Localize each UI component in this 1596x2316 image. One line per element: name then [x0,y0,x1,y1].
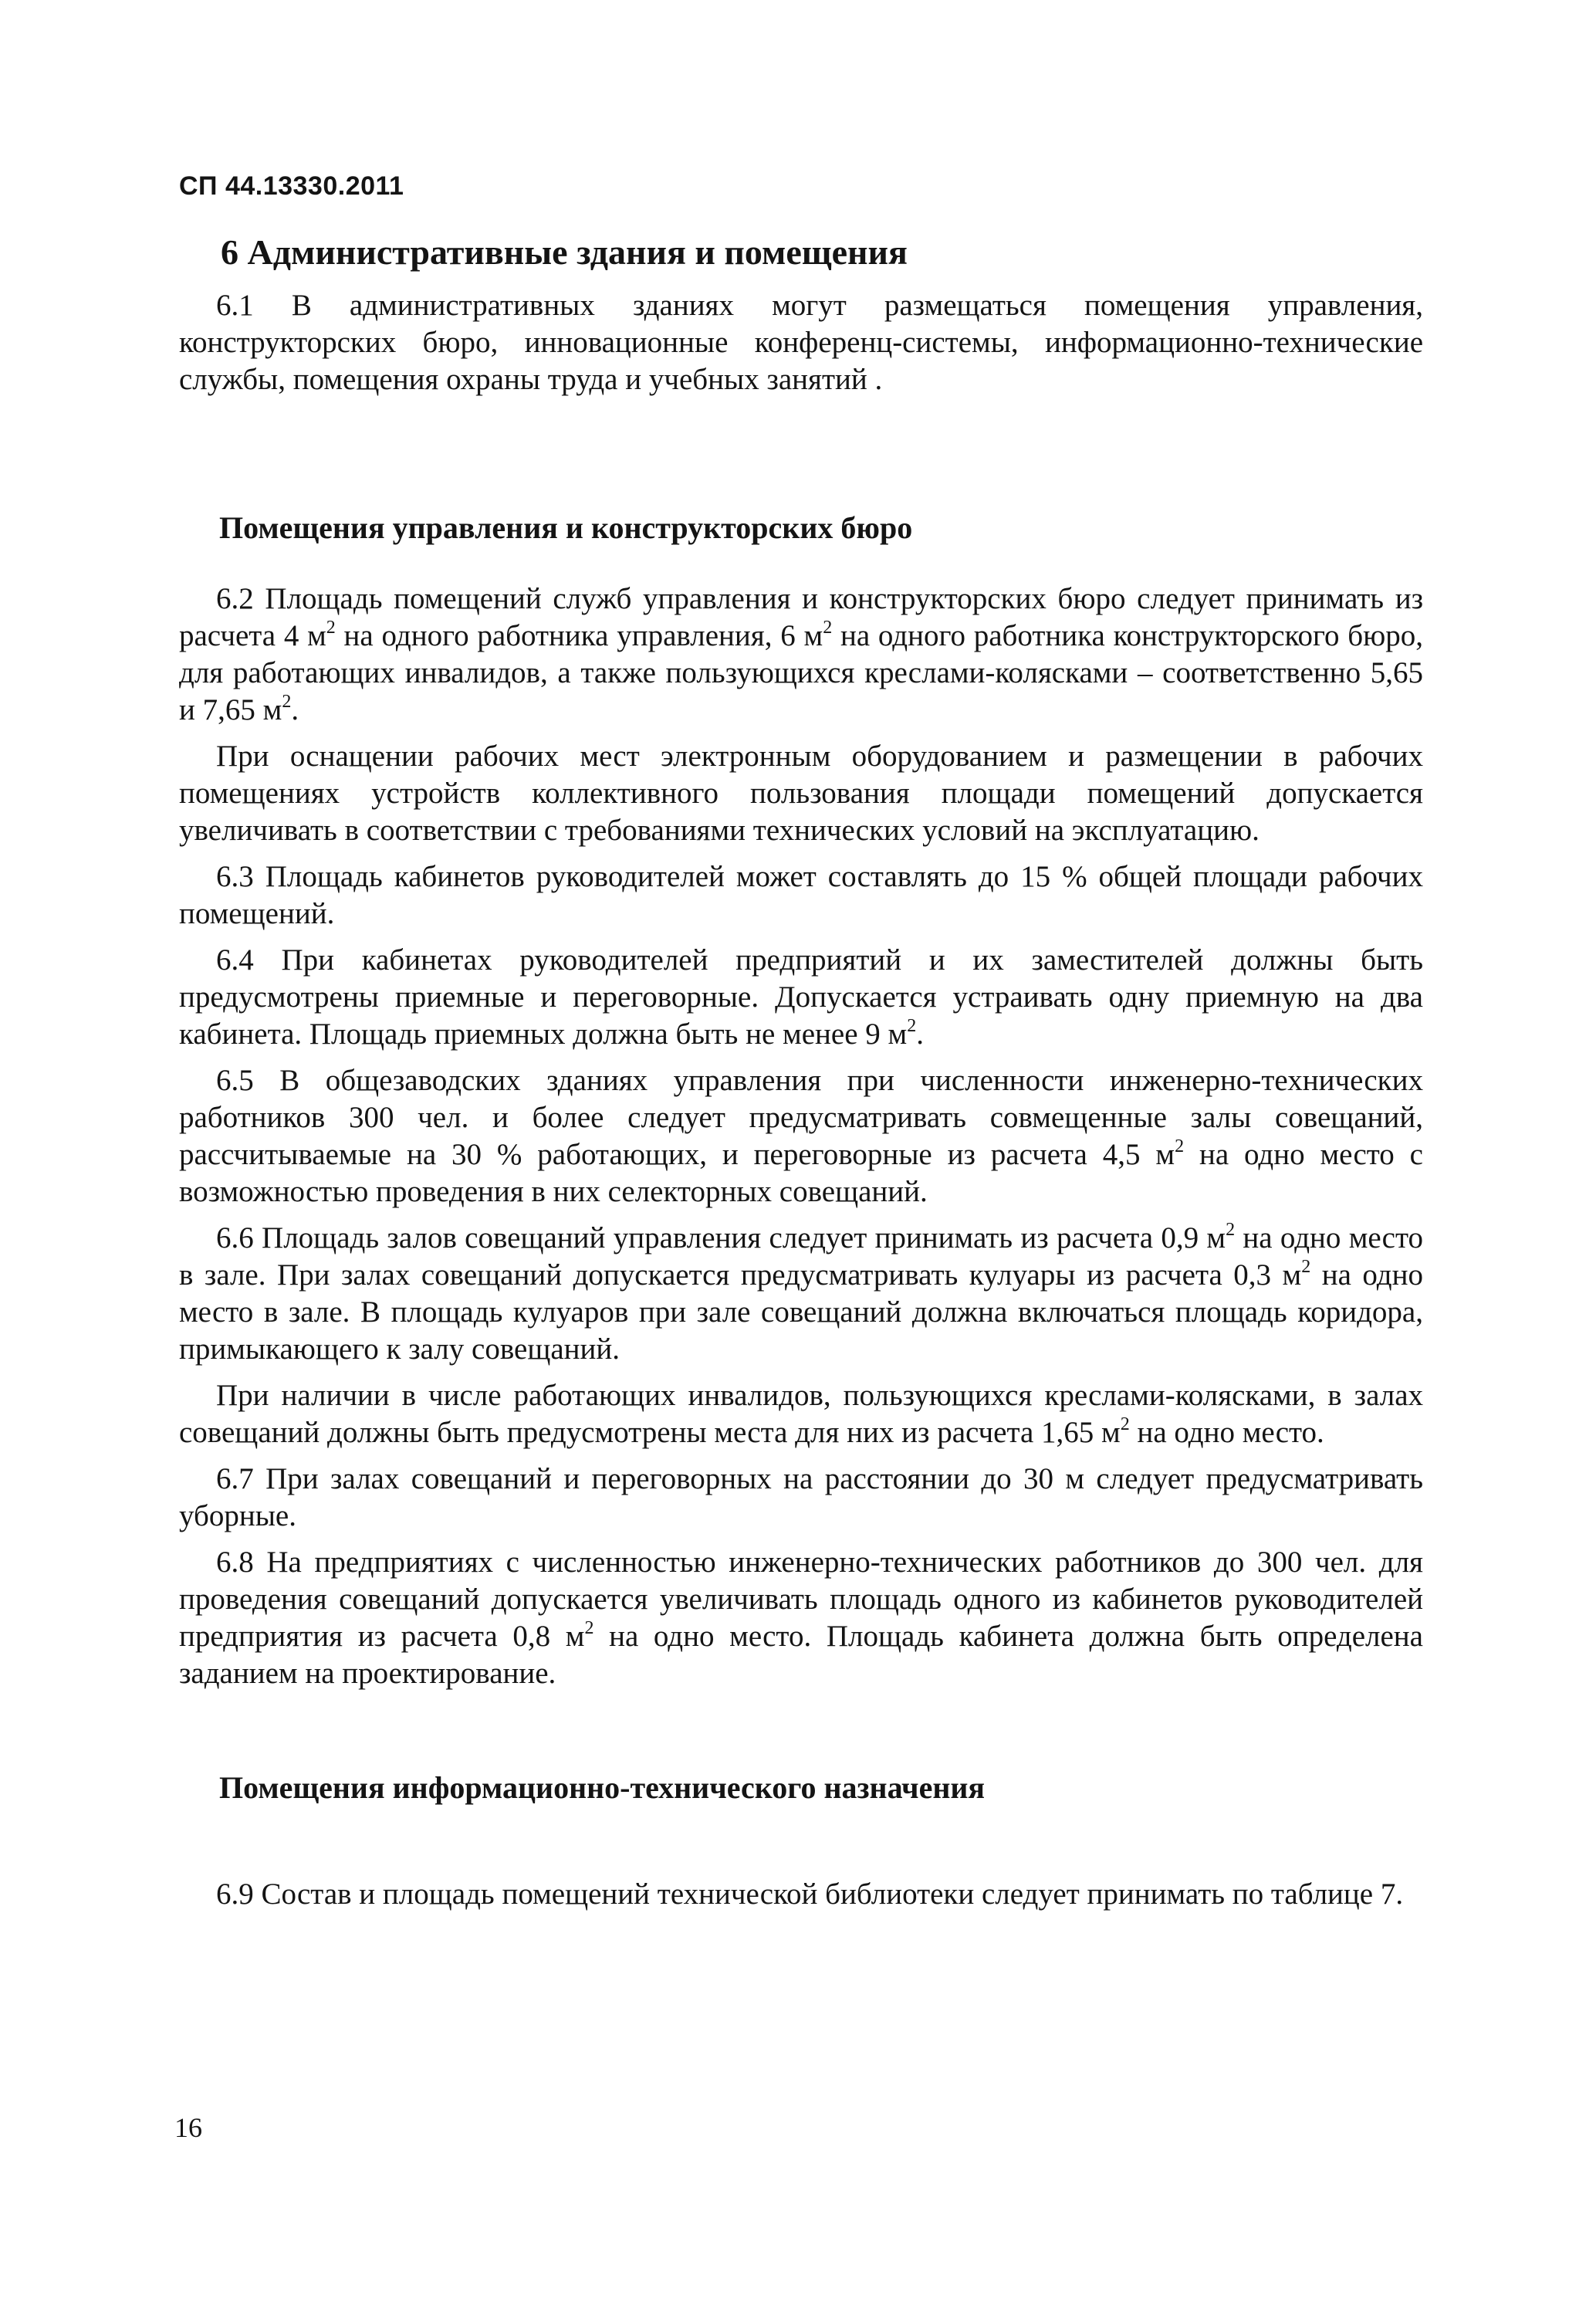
paragraph-6-8: 6.8 На предприятиях с численностью инженерно-технических работников до 300 чел. для проведения совещаний допускается увеличивать площадь одного из кабинетов руководителей предприятия из расчета 0,8 $м^2$ на одно место. Площадь кабинета должна быть определена заданием на проектирование. [179,1546,1423,1690]
section-title: 6 Административные здания и помещения [221,232,908,272]
subheading-info-tech: Помещения информационно-технического назначения [219,1770,986,1805]
paragraph-6-3: 6.3 Площадь кабинетов руководителей может составлять до 15 % общей площади рабочих помещений. [179,860,1423,930]
paragraph-6-7: 6.7 При залах совещаний и переговорных на расстоянии до 30 м следует предусматривать уборные. [179,1462,1423,1532]
document-code: СП 44.13330.2011 [179,171,404,201]
page-number: 16 [174,2112,202,2143]
paragraph-6-2: 6.2 Площадь помещений служб управления и конструкторских бюро следует принимать из расчета 4 $м^2$ на одного работника управления, 6 $м^2$ на одного работника конструкторского бюро, для работающих инвалидов, а также пользующихся креслами-колясками – соответственно 5,65 и 7,65 $м^2$. [179,582,1423,726]
paragraph-6-4: 6.4 При кабинетах руководителей предприятий и их заместителей должны быть предусмотрены приемные и переговорные. Допускается устраивать одну приемную на два кабинета. Площадь приемных должна быть не менее 9 $м^2$. [179,943,1423,1051]
subheading-management: Помещения управления и конструкторских бюро [219,510,913,545]
paragraph-6-1-block [179,287,1423,398]
paragraph-6-1: 6.1 В административных зданиях могут размещаться помещения управления, конструкторских бюро, инновационные конференц-системы, информационно-технические службы, помещения охраны труда и учебных занятий . [179,289,1423,396]
paragraph-6-2-continued: При оснащении рабочих мест электронным оборудованием и размещении в рабочих помещениях устройств коллективного пользования площади помещений допускается увеличивать в соответствии с требованиями технических условий на эксплуатацию. [179,740,1423,847]
paragraph-6-6-continued: При наличии в числе работающих инвалидов, пользующихся креслами-колясками, в залах совещаний должны быть предусмотрены места для них из расчета 1,65 $м^2$ на одно место. [179,1379,1423,1449]
paragraph-6-9: 6.9 Состав и площадь помещений технической библиотеки следует принимать по таблице 7. [216,1878,1404,1911]
paragraph-6-6: 6.6 Площадь залов совещаний управления следует принимать из расчета 0,9 $м^2$ на одно место в зале. При залах совещаний допускается предусматривать кулуары из расчета 0,3 $м^2$ на одно место в зале. В площадь кулуаров при зале совещаний должна включаться площадь коридора, примыкающего к залу совещаний. [179,1220,1424,1366]
paragraph-6-5: 6.5 В общезаводских зданиях управления при численности инженерно-технических работников 300 чел. и более следует предусматривать совмещенные залы совещаний, рассчитываемые на 30 % работающих, и переговорные из расчета 4,5 $м^2$ на одно место с возможностью проведения в них селекторных совещаний. [179,1064,1423,1208]
paragraph-6-9-block [179,1876,1423,1913]
management-paragraphs [179,581,1423,1692]
